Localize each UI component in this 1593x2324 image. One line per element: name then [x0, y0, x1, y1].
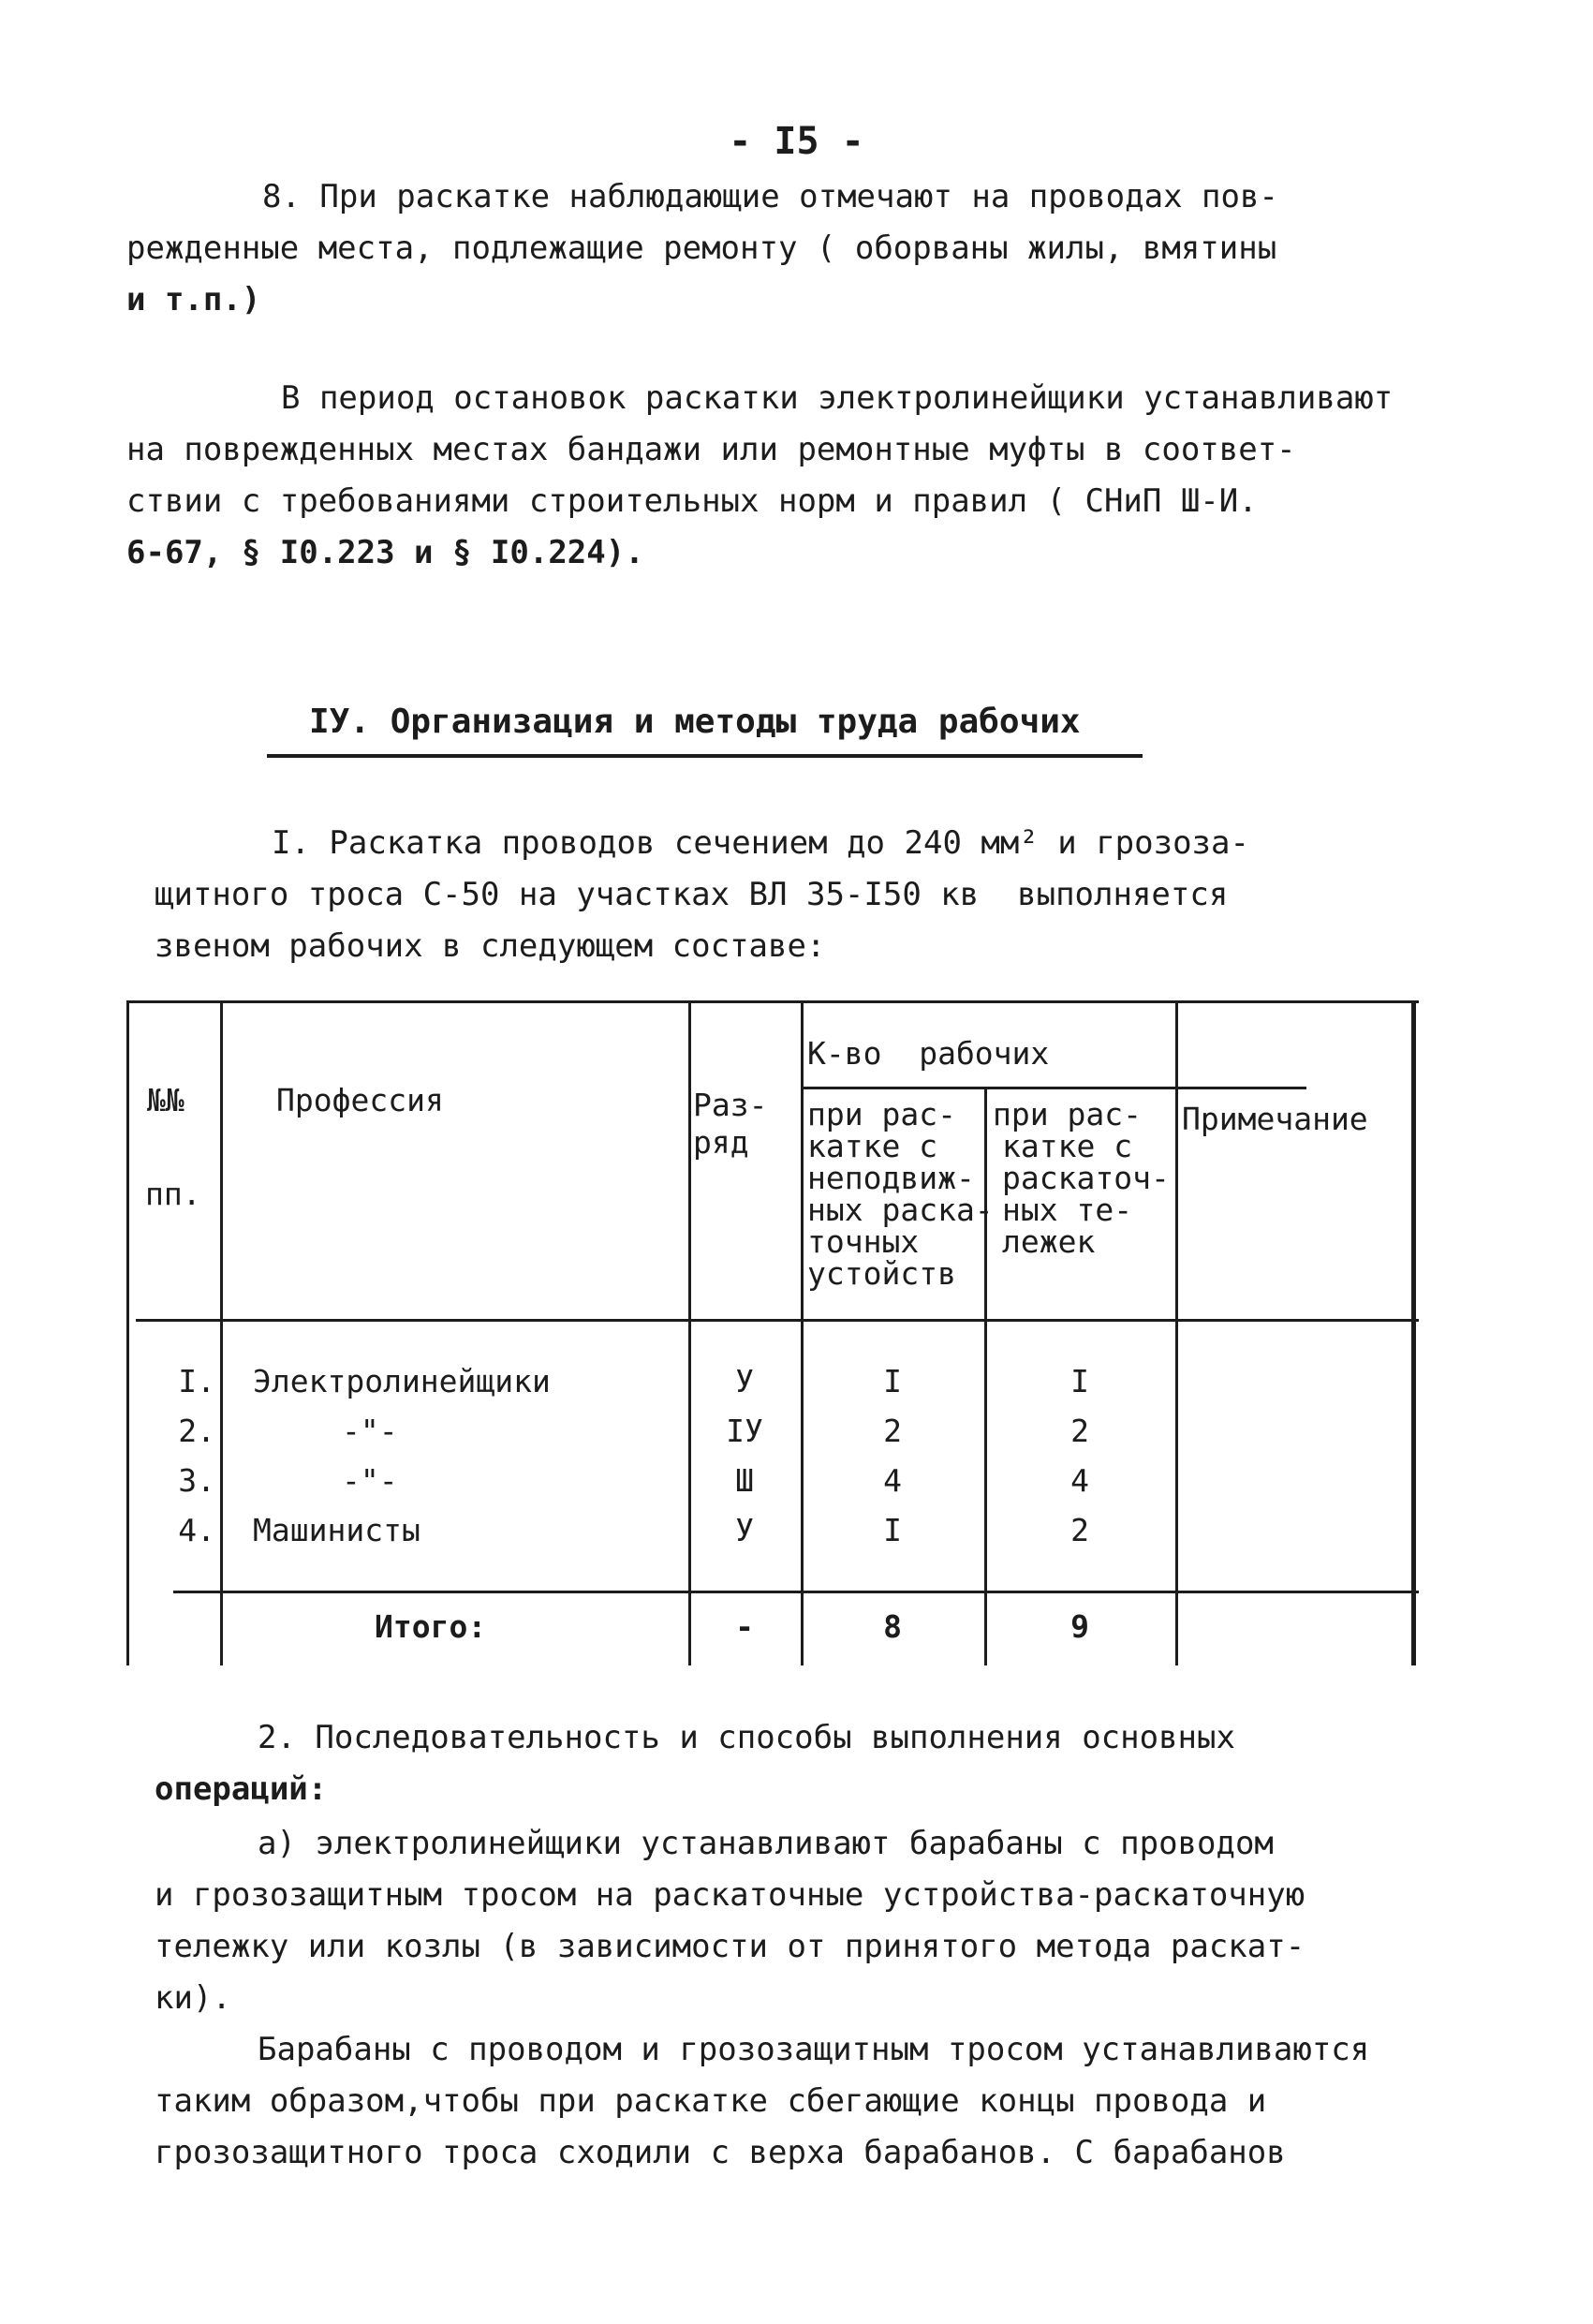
header-carts: раскаточ- [1002, 1160, 1170, 1196]
text-line: звеном рабочих в следующем составе: [155, 927, 826, 965]
col-rule [220, 1000, 223, 1665]
header-fixed: катке с [807, 1128, 938, 1164]
header-profession: Профессия [276, 1082, 444, 1118]
text-line: а) электролинейщики устанавливают барабаны с проводом [258, 1825, 1274, 1862]
header-grade: Раз- [693, 1087, 768, 1123]
text-line: щитного троса С-50 на участках ВЛ 35-I50 кв выполняется [155, 876, 1229, 913]
header-num: пп. [145, 1176, 201, 1212]
header-carts: катке с [1002, 1128, 1133, 1164]
table-right-rule [1411, 1000, 1416, 1665]
total-rule [173, 1591, 1419, 1593]
row-carts: 4 [1070, 1462, 1089, 1499]
row-num: 4. [178, 1512, 215, 1548]
text-line: I. Раскатка проводов сечением до 240 мм² и грозоза- [272, 824, 1249, 862]
heading-underline [267, 754, 1143, 758]
total-carts: 9 [1070, 1608, 1089, 1645]
row-profession: -"- [342, 1413, 398, 1449]
table-top-rule [126, 1000, 1419, 1003]
text-line: ствии с требованиями строительных норм и правил ( СНиП Ш-И. [126, 482, 1258, 520]
row-carts: 2 [1070, 1413, 1089, 1449]
text-line: и грозозащитным тросом на раскаточные устройства-раскаточную [155, 1876, 1305, 1914]
header-carts: ных те- [1002, 1192, 1133, 1228]
row-num: 3. [178, 1462, 215, 1499]
text-line: режденные места, подлежащие ремонту ( оборваны жилы, вмятины [126, 229, 1277, 267]
header-fixed: неподвиж- [807, 1160, 975, 1196]
row-fixed: 2 [883, 1413, 902, 1449]
header-workers-group: К-во рабочих [807, 1035, 1050, 1072]
total-fixed: 8 [883, 1608, 902, 1645]
header-carts: лежек [1002, 1223, 1096, 1260]
row-profession: Машинисты [253, 1512, 420, 1548]
text-line: таким образом,чтобы при раскатке сбегающие концы провода и [155, 2082, 1267, 2120]
text-line: 6-67, § I0.223 и § I0.224). [126, 534, 644, 571]
row-fixed: I [883, 1512, 902, 1548]
text-line: В период остановок раскатки электролинейщики устанавливают [281, 379, 1394, 417]
text-line: ки). [155, 1979, 231, 2017]
header-fixed: точных [807, 1223, 920, 1260]
header-grade: ряд [693, 1124, 749, 1161]
row-carts: 2 [1070, 1512, 1089, 1548]
row-grade: IУ [726, 1413, 763, 1449]
page-number: - I5 - [729, 120, 864, 163]
section-heading: IУ. Организация и методы труда рабочих [309, 703, 1081, 741]
text-line: 8. При раскатке наблюдающие отмечают на проводах пов- [262, 178, 1278, 215]
header-fixed: устойств [807, 1255, 956, 1292]
text-line: тележку или козлы (в зависимости от принятого метода раскат- [155, 1928, 1305, 1965]
text-line: 2. Последовательность и способы выполнения основных [258, 1719, 1235, 1756]
text-line: Барабаны с проводом и грозозащитным тросом устанавливаются [258, 2031, 1370, 2068]
text-line: на поврежденных местах бандажи или ремонтные муфты в соответ- [126, 431, 1296, 468]
text-line: грозозащитного троса сходили с верха барабанов. С барабанов [155, 2134, 1286, 2171]
header-fixed: ных раска- [807, 1192, 994, 1228]
header-num: №№ [147, 1082, 184, 1118]
group-header-rule [801, 1087, 1306, 1089]
row-grade: У [735, 1363, 754, 1399]
header-note: Примечание [1182, 1101, 1368, 1137]
table-left-rule [126, 1000, 129, 1665]
row-profession: Электролинейщики [253, 1363, 551, 1399]
text-line: и т.п.) [126, 281, 261, 318]
col-rule [1175, 1000, 1178, 1665]
header-bottom-rule [136, 1319, 1419, 1322]
row-num: I. [178, 1363, 215, 1399]
header-fixed: при рас- [807, 1096, 956, 1132]
header-carts: при рас- [993, 1096, 1142, 1132]
total-label: Итого: [375, 1608, 487, 1645]
total-grade: - [735, 1608, 754, 1645]
row-grade: У [735, 1512, 754, 1548]
col-rule [688, 1000, 691, 1665]
row-num: 2. [178, 1413, 215, 1449]
row-profession: -"- [342, 1462, 398, 1499]
col-rule [801, 1000, 804, 1665]
text-line: операций: [155, 1770, 328, 1808]
row-grade: Ш [735, 1462, 754, 1499]
row-fixed: I [883, 1363, 902, 1399]
row-fixed: 4 [883, 1462, 902, 1499]
workers-table [126, 1000, 1419, 1665]
row-carts: I [1070, 1363, 1089, 1399]
